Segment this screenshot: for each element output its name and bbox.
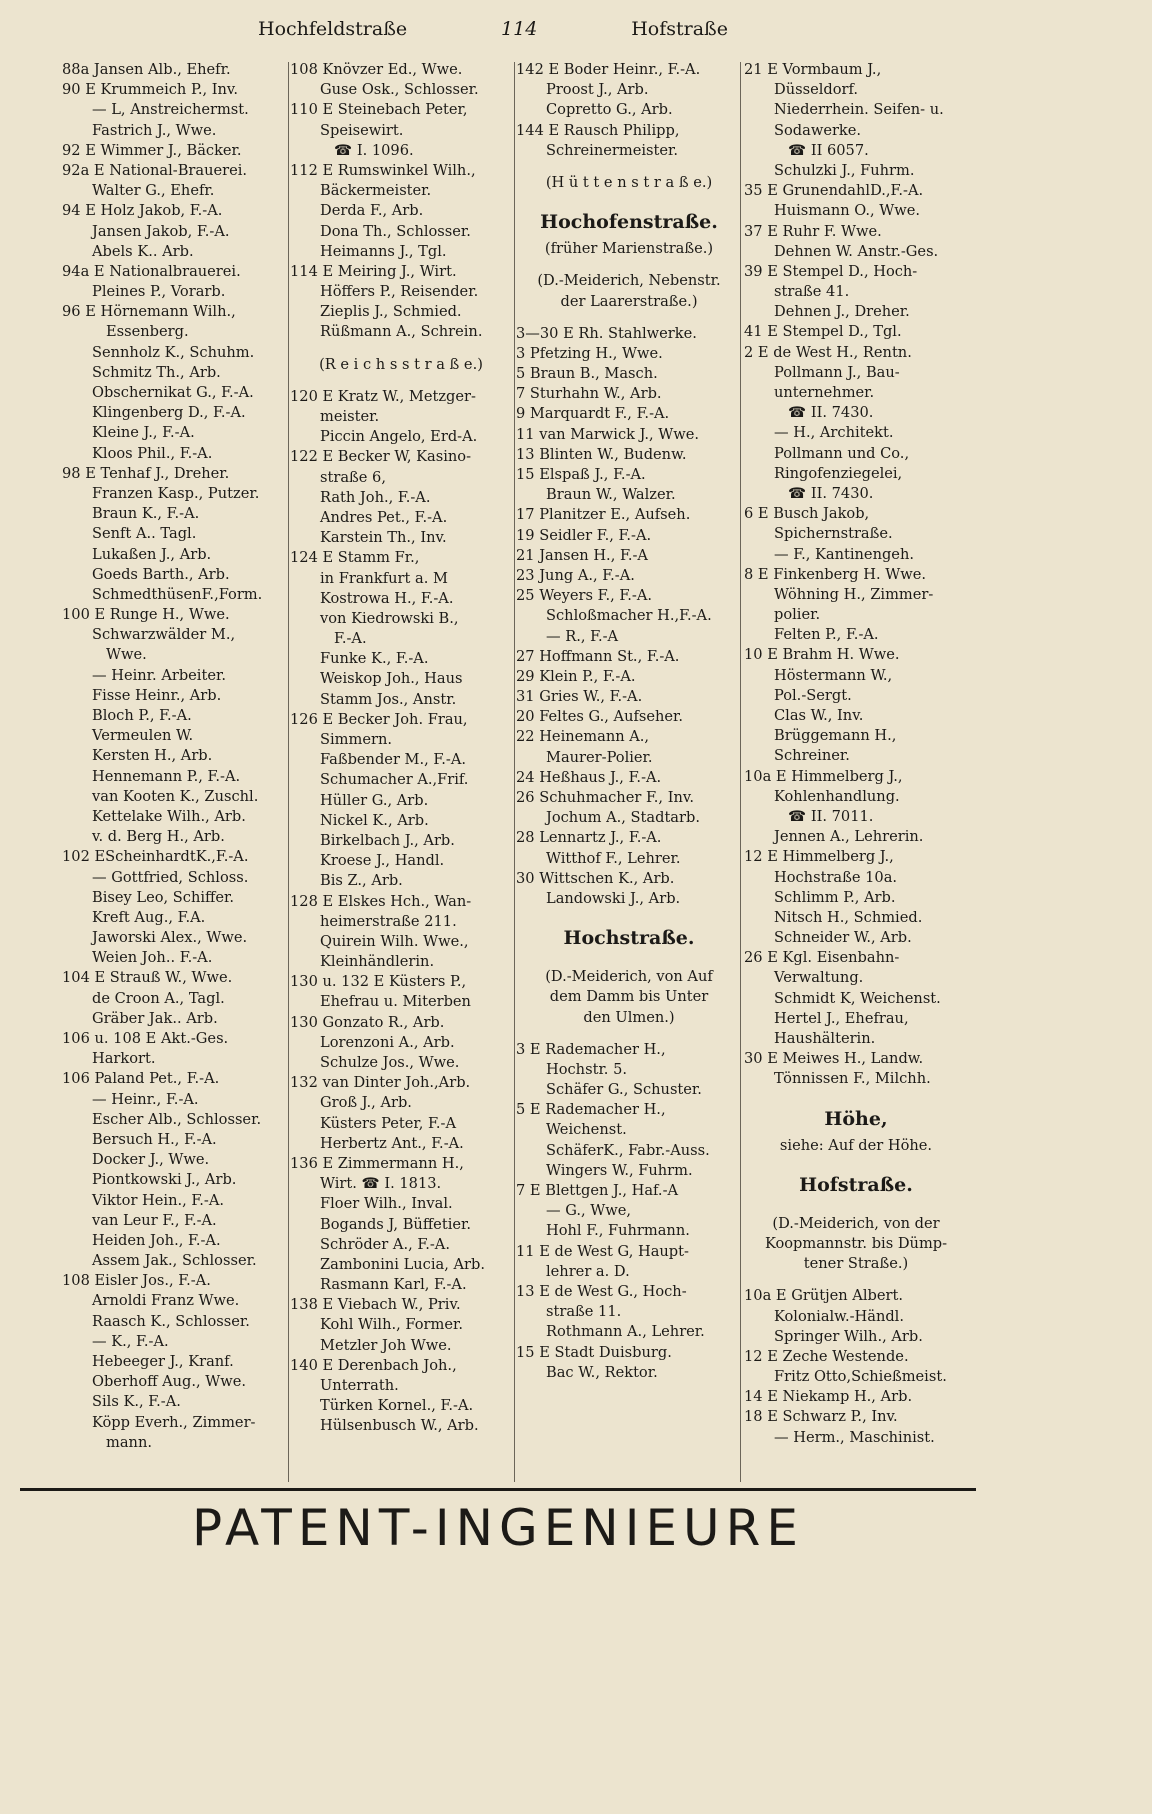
directory-entry: Sennholz K., Schuhm. [92, 343, 255, 361]
spacer [516, 312, 742, 324]
advert-banner-text: PATENT-INGENIEURE [192, 1499, 804, 1557]
directory-entry: ☎ II. 7011. [788, 807, 874, 825]
directory-entry: Kohlenhandlung. [774, 787, 900, 805]
directory-entry: unternehmer. [774, 384, 875, 401]
directory-entry: 30 Wittschen K., Arb. [516, 869, 675, 887]
directory-entry: Pol.-Sergt. [774, 686, 852, 704]
directory-entry: Hertel J., Ehefrau, [774, 1009, 909, 1027]
directory-entry: Schäfer G., Schuster. [546, 1081, 702, 1099]
directory-entry: 12 E Himmelberg J., [744, 848, 894, 866]
directory-entry: Walter G., Ehefr. [92, 182, 215, 200]
spacer [516, 955, 742, 967]
directory-entry: Jansen Jakob, F.-A. [92, 222, 230, 240]
directory-entry: 92 E Wimmer J., Bäcker. [62, 141, 242, 159]
street-heading: Hochofenstraße. [540, 211, 718, 234]
directory-entry: Tönnissen F., Milchh. [774, 1070, 931, 1088]
directory-entry: Franzen Kasp., Putzer. [92, 484, 260, 502]
street-note: (D.-Meiderich, von Auf [545, 968, 713, 986]
spacer [290, 375, 512, 387]
directory-entry: — Herm., Maschinist. [774, 1428, 935, 1446]
page-header [258, 18, 728, 48]
directory-entry: Groß J., Arb. [320, 1094, 412, 1112]
directory-entry: Docker J., Wwe. [92, 1151, 210, 1169]
directory-entry: Proost J., Arb. [546, 81, 649, 99]
directory-entry: straße 41. [774, 283, 850, 301]
directory-entry: Piontkowski J., Arb. [92, 1171, 237, 1189]
directory-entry: Kohl Wilh., Former. [320, 1316, 463, 1334]
directory-entry: Kleine J., F.-A. [92, 424, 195, 442]
directory-entry: 138 E Viebach W., Priv. [290, 1296, 461, 1314]
directory-entry: 140 E Derenbach Joh., [290, 1356, 457, 1374]
directory-entry: 19 Seidler F., F.-A. [516, 526, 652, 544]
directory-entry: 6 E Busch Jakob, [744, 505, 870, 523]
directory-entry: Hüller G., Arb. [320, 791, 429, 809]
directory-entry: Hohl F., Fuhrmann. [546, 1222, 690, 1240]
directory-entry: 136 E Zimmermann H., [290, 1154, 464, 1172]
directory-entry: heimerstraße 211. [320, 912, 457, 930]
street-heading: Hochstraße. [563, 927, 695, 950]
page-number: 114 [501, 18, 538, 40]
directory-entry: 41 E Stempel D., Tgl. [744, 323, 902, 341]
directory-entry: 25 Weyers F., F.-A. [516, 587, 653, 605]
directory-entry: 130 Gonzato R., Arb. [290, 1013, 445, 1031]
advert-banner [20, 1488, 976, 1561]
directory-entry: Sodawerke. [774, 121, 862, 139]
directory-entry: 104 E Strauß W., Wwe. [62, 969, 233, 987]
directory-entry: Speisewirt. [320, 121, 404, 139]
directory-entry: 7 Sturhahn W., Arb. [516, 385, 662, 403]
directory-entry: Fastrich J., Wwe. [92, 121, 217, 139]
directory-entry: Klingenberg D., F.-A. [92, 404, 246, 422]
directory-entry: 30 E Meiwes H., Landw. [744, 1050, 924, 1068]
directory-entry: 35 E GrunendahlD.,F.-A. [744, 182, 924, 200]
header-left-street: Hochfeldstraße [258, 18, 408, 40]
directory-entry: Bisey Leo, Schiffer. [92, 888, 235, 906]
directory-columns [62, 60, 968, 1480]
directory-entry: Bogands J, Büffetier. [320, 1215, 472, 1233]
directory-entry: 15 Elspaß J., F.-A. [516, 466, 646, 483]
directory-entry: 8 E Finkenberg H. Wwe. [744, 565, 926, 583]
directory-entry: Türken Kornel., F.-A. [320, 1397, 474, 1415]
directory-entry: 120 E Kratz W., Metzger- [290, 387, 476, 405]
directory-entry: Clas W., Inv. [774, 707, 864, 724]
directory-entry: 132 van Dinter Joh.,Arb. [290, 1074, 471, 1092]
street-note: Koopmannstr. bis Dümp- [764, 1234, 948, 1252]
directory-entry: Rath Joh., F.-A. [320, 488, 431, 506]
spacer [744, 1202, 968, 1214]
directory-entry: 14 E Niekamp H., Arb. [744, 1388, 913, 1406]
street-note: (D.-Meiderich, von der [772, 1214, 940, 1232]
directory-entry: straße 11. [546, 1303, 622, 1321]
directory-entry: 110 E Steinebach Peter, [290, 101, 468, 119]
directory-column-1 [62, 60, 284, 1480]
directory-entry: Dehnen W. Anstr.-Ges. [774, 242, 939, 260]
directory-entry: 17 Planitzer E., Aufseh. [516, 506, 691, 524]
directory-entry: — G., Wwe, [546, 1202, 632, 1220]
directory-entry: 96 E Hörnemann Wilh., [62, 303, 236, 321]
directory-entry: Kroese J., Handl. [320, 852, 445, 870]
directory-entry: Maurer-Polier. [546, 748, 653, 766]
street-note: siehe: Auf der Höhe. [779, 1136, 933, 1154]
directory-entry: 108 Knövzer Ed., Wwe. [290, 61, 463, 78]
directory-entry: 21 E Vormbaum J., [744, 61, 882, 78]
directory-entry: 7 E Blettgen J., Haf.-A [516, 1182, 679, 1199]
directory-entry: 108 Eisler Jos., F.-A. [62, 1272, 211, 1290]
directory-entry: Pollmann J., Bau- [774, 363, 900, 381]
directory-entry: Goeds Barth., Arb. [92, 565, 230, 583]
directory-entry: — Gottfried, Schloss. [92, 868, 249, 886]
directory-entry: Brüggemann H., [774, 727, 897, 745]
directory-entry: Nickel K., Arb. [320, 811, 429, 829]
directory-entry: 28 Lennartz J., F.-A. [516, 829, 662, 847]
directory-entry: Lukaßen J., Arb. [92, 545, 212, 563]
directory-entry: Jaworski Alex., Wwe. [92, 929, 248, 947]
directory-entry: 122 E Becker W, Kasino- [290, 448, 472, 466]
directory-entry: 144 E Rausch Philipp, [516, 121, 680, 139]
directory-entry: Verwaltung. [774, 969, 864, 987]
directory-entry: Ehefrau u. Miterben [320, 993, 471, 1011]
directory-entry: Bloch P., F.-A. [92, 707, 192, 724]
directory-entry: Hochstraße 10a. [774, 868, 898, 886]
directory-entry: Schröder A., F.-A. [320, 1235, 450, 1253]
directory-entry: meister. [320, 408, 380, 425]
directory-entry: — L, Anstreichermst. [92, 101, 249, 119]
directory-entry: — H., Architekt. [774, 424, 894, 442]
directory-entry: Pleines P., Vorarb. [92, 283, 226, 301]
directory-entry: Hebeeger J., Kranf. [92, 1353, 234, 1370]
directory-entry: Hülsenbusch W., Arb. [320, 1417, 479, 1435]
directory-entry: 126 E Becker Joh. Frau, [290, 710, 468, 728]
directory-entry: Senft A.. Tagl. [92, 525, 197, 543]
directory-entry: de Croon A., Tagl. [92, 989, 225, 1007]
directory-entry: Pollmann und Co., [774, 444, 910, 462]
spacer [290, 343, 512, 355]
directory-entry: Kersten H., Arb. [92, 747, 213, 765]
directory-entry: lehrer a. D. [546, 1262, 630, 1280]
directory-entry: 39 E Stempel D., Hoch- [744, 262, 918, 280]
directory-entry: 92a E National-Brauerei. [62, 161, 248, 179]
directory-entry: F.-A. [334, 630, 367, 648]
directory-entry: Oberhoff Aug., Wwe. [92, 1373, 247, 1391]
directory-entry: SchäferK., Fabr.-Auss. [546, 1141, 710, 1159]
directory-entry: 26 Schuhmacher F., Inv. [516, 789, 695, 806]
directory-entry: 2 E de West H., Rentn. [744, 343, 912, 361]
directory-entry: Kloos Phil., F.-A. [92, 444, 213, 462]
street-note: tener Straße.) [803, 1255, 909, 1273]
directory-entry: Piccin Angelo, Erd-A. [320, 428, 478, 446]
directory-entry: 106 u. 108 E Akt.-Ges. [62, 1030, 229, 1047]
directory-entry: Rasmann Karl, F.-A. [320, 1276, 467, 1294]
directory-entry: — Heinr., F.-A. [92, 1090, 199, 1108]
spacer [516, 1028, 742, 1040]
directory-entry: 94a E Nationalbrauerei. [62, 262, 241, 280]
directory-entry: Weien Joh.. F.-A. [92, 949, 213, 967]
directory-entry: 13 Blinten W., Budenw. [516, 445, 687, 463]
directory-entry: ☎ I. 1096. [334, 141, 414, 159]
directory-entry: 22 Heinemann A., [516, 728, 650, 746]
street-note: der Laarerstraße.) [560, 292, 698, 310]
directory-column-4 [744, 60, 968, 1480]
directory-entry: Haushälterin. [774, 1030, 876, 1047]
directory-entry: Niederrhein. Seifen- u. [774, 101, 944, 119]
directory-entry: Schlimm P., Arb. [774, 888, 896, 906]
directory-entry: v. d. Berg H., Arb. [92, 828, 225, 846]
directory-entry: Wingers W., Fuhrm. [546, 1161, 693, 1179]
directory-entry: Zambonini Lucia, Arb. [320, 1255, 485, 1273]
directory-entry: Heimanns J., Tgl. [320, 242, 447, 260]
directory-entry: Guse Osk., Schlosser. [320, 81, 479, 99]
street-note: (früher Marienstraße.) [544, 240, 714, 258]
directory-entry: 128 E Elskes Hch., Wan- [290, 892, 472, 910]
directory-entry: 37 E Ruhr F. Wwe. [744, 222, 882, 240]
directory-entry: Bäckermeister. [320, 182, 432, 200]
directory-entry: Witthof F., Lehrer. [546, 849, 681, 867]
directory-entry: Hennemann P., F.-A. [92, 767, 241, 785]
directory-entry: Ringofenziegelei, [774, 464, 903, 482]
directory-entry: van Kooten K., Zuschl. [92, 787, 259, 805]
directory-entry: Metzler Joh Wwe. [320, 1336, 452, 1354]
directory-entry: 106 Paland Pet., F.-A. [62, 1070, 220, 1088]
directory-entry: Fisse Heinr., Arb. [92, 686, 222, 704]
directory-entry: Nitsch H., Schmied. [774, 908, 923, 926]
directory-entry: — F., Kantinengeh. [774, 545, 914, 563]
directory-entry: Schwarzwälder M., [92, 626, 236, 644]
directory-entry: Faßbender M., F.-A. [320, 751, 467, 769]
directory-entry: Schmitz Th., Arb. [92, 363, 221, 381]
directory-entry: Wirt. ☎ I. 1813. [320, 1175, 442, 1193]
directory-entry: Floer Wilh., Inval. [320, 1195, 453, 1213]
directory-entry: Raasch K., Schlosser. [92, 1312, 250, 1330]
directory-entry: Huismann O., Wwe. [774, 202, 921, 220]
directory-entry: Braun K., F.-A. [92, 505, 200, 523]
directory-entry: Essenberg. [106, 323, 189, 341]
directory-entry: Höffers P., Reisender. [320, 283, 479, 301]
directory-entry: Bersuch H., F.-A. [92, 1130, 217, 1148]
directory-entry: Weiskop Joh., Haus [320, 670, 463, 688]
directory-entry: 10a E Himmelberg J., [744, 767, 903, 785]
directory-entry: 3 Pfetzing H., Wwe. [516, 344, 663, 362]
directory-entry: Heiden Joh., F.-A. [92, 1231, 221, 1249]
directory-entry: Schulze Jos., Wwe. [320, 1054, 460, 1071]
directory-entry: van Leur F., F.-A. [92, 1211, 217, 1229]
directory-entry: Arnoldi Franz Wwe. [92, 1292, 240, 1310]
directory-entry: 3—30 E Rh. Stahlwerke. [516, 324, 697, 342]
directory-entry: Schneider W., Arb. [774, 929, 912, 947]
directory-entry: straße 6, [320, 468, 386, 486]
directory-entry: 23 Jung A., F.-A. [516, 566, 635, 584]
directory-entry: 24 Heßhaus J., F.-A. [516, 768, 662, 786]
spacer [516, 193, 742, 205]
directory-entry: ☎ II 6057. [788, 141, 869, 159]
directory-entry: Quirein Wilh. Wwe., [320, 932, 469, 950]
directory-entry: Kleinhändlerin. [320, 953, 435, 971]
street-note: (D.-Meiderich, Nebenstr. [537, 272, 721, 290]
directory-entry: Bac W., Rektor. [546, 1363, 658, 1381]
directory-entry: Wwe. [106, 646, 147, 664]
directory-entry: 15 E Stadt Duisburg. [516, 1343, 672, 1361]
directory-entry: — R., F.-A [546, 627, 619, 645]
directory-entry: 29 Klein P., F.-A. [516, 667, 636, 685]
directory-entry: Springer Wilh., Arb. [774, 1327, 923, 1345]
spacer [516, 909, 742, 921]
directory-entry: 5 E Rademacher H., [516, 1101, 666, 1119]
directory-entry: — Heinr. Arbeiter. [92, 666, 226, 684]
directory-entry: 31 Gries W., F.-A. [516, 688, 643, 706]
directory-entry: Harkort. [92, 1050, 156, 1068]
directory-entry: Sils K., F.-A. [92, 1393, 181, 1411]
directory-entry: von Kiedrowski B., [320, 609, 459, 627]
directory-entry: 18 E Schwarz P., Inv. [744, 1408, 898, 1426]
directory-entry: 124 E Stamm Fr., [290, 549, 420, 567]
directory-entry: Schreiner. [774, 747, 850, 765]
directory-entry: 5 Braun B., Masch. [516, 365, 658, 383]
directory-entry: 90 E Krummeich P., Inv. [62, 81, 239, 99]
directory-entry: Hochstr. 5. [546, 1060, 628, 1078]
directory-entry: — K., F.-A. [92, 1332, 169, 1350]
directory-entry: Simmern. [320, 731, 392, 748]
directory-entry: 100 E Runge H., Wwe. [62, 606, 230, 624]
directory-entry: Braun W., Walzer. [546, 486, 676, 504]
directory-entry: Stamm Jos., Anstr. [320, 690, 457, 708]
directory-entry: Schreinermeister. [546, 141, 679, 159]
directory-entry: Köpp Everh., Zimmer- [92, 1413, 256, 1431]
directory-entry: Karstein Th., Inv. [320, 529, 447, 547]
directory-entry: Zieplis J., Schmied. [320, 303, 462, 321]
directory-entry: Schmidt K, Weichenst. [774, 989, 941, 1007]
directory-entry: SchmedthüsenF.,Form. [92, 585, 263, 603]
directory-column-3 [516, 60, 742, 1480]
directory-entry: 142 E Boder Heinr., F.-A. [516, 61, 701, 78]
directory-entry: 20 Feltes G., Aufseher. [516, 708, 684, 726]
directory-entry: 9 Marquardt F., F.-A. [516, 405, 670, 423]
directory-entry: 130 u. 132 E Küsters P., [290, 973, 467, 991]
directory-entry: ☎ II. 7430. [788, 404, 874, 422]
directory-entry: Wöhning H., Zimmer- [774, 585, 934, 603]
directory-entry: Rüßmann A., Schrein. [320, 323, 483, 341]
spacer [516, 259, 742, 271]
directory-entry: Herbertz Ant., F.-A. [320, 1134, 464, 1152]
directory-entry: 11 van Marwick J., Wwe. [516, 425, 700, 443]
directory-entry: polier. [774, 606, 821, 624]
directory-entry: Lorenzoni A., Arb. [320, 1033, 455, 1051]
directory-entry: Schumacher A.,Frif. [320, 771, 469, 789]
directory-entry: 11 E de West G, Haupt- [516, 1242, 689, 1260]
spacer [516, 161, 742, 173]
directory-entry: Assem Jak., Schlosser. [92, 1252, 257, 1270]
directory-entry: Fritz Otto,Schießmeist. [774, 1368, 947, 1386]
spacer [744, 1274, 968, 1286]
directory-entry: 10a E Grütjen Albert. [744, 1287, 903, 1305]
directory-entry: Obschernikat G., F.-A. [92, 384, 254, 401]
directory-entry: in Frankfurt a. M [320, 569, 448, 587]
directory-entry: Höstermann W., [774, 666, 893, 684]
directory-entry: Birkelbach J., Arb. [320, 831, 455, 849]
directory-entry: Copretto G., Arb. [546, 101, 673, 119]
directory-entry: 102 EScheinhardtK.,F.-A. [62, 848, 249, 866]
directory-entry: 10 E Brahm H. Wwe. [744, 646, 900, 664]
directory-entry: 27 Hoffmann St., F.-A. [516, 647, 680, 665]
street-heading: Höhe, [824, 1107, 888, 1130]
directory-entry: Landowski J., Arb. [546, 889, 681, 907]
directory-entry: Rothmann A., Lehrer. [546, 1323, 705, 1341]
directory-entry: 98 E Tenhaf J., Dreher. [62, 464, 230, 482]
directory-entry: Vermeulen W. [92, 727, 194, 745]
street-note: (R e i c h s s t r a ß e.) [319, 355, 483, 373]
directory-entry: 114 E Meiring J., Wirt. [290, 262, 457, 280]
directory-entry: 21 Jansen H., F.-A [516, 546, 648, 564]
directory-entry: 26 E Kgl. Eisenbahn- [744, 949, 900, 967]
spacer [744, 1156, 968, 1168]
directory-entry: Escher Alb., Schlosser. [92, 1110, 262, 1128]
directory-entry: ☎ II. 7430. [788, 484, 874, 502]
directory-entry: Küsters Peter, F.-A [320, 1114, 456, 1132]
directory-entry: Dehnen J., Dreher. [774, 303, 910, 321]
directory-entry: Weichenst. [546, 1121, 627, 1139]
directory-entry: Schloßmacher H.,F.-A. [546, 607, 712, 625]
directory-entry: Abels K.. Arb. [92, 242, 194, 260]
directory-entry: mann. [106, 1433, 152, 1451]
directory-entry: Felten P., F.-A. [774, 626, 879, 644]
directory-entry: Dona Th., Schlosser. [320, 222, 471, 240]
directory-entry: Derda F., Arb. [320, 202, 424, 220]
directory-entry: Düsseldorf. [774, 81, 859, 99]
directory-entry: Funke K., F.-A. [320, 650, 429, 668]
directory-entry: 94 E Holz Jakob, F.-A. [62, 202, 223, 220]
street-note: den Ulmen.) [583, 1008, 675, 1026]
directory-entry: Kettelake Wilh., Arb. [92, 807, 246, 825]
directory-entry: Gräber Jak.. Arb. [92, 1009, 218, 1027]
street-note: (H ü t t e n s t r a ß e.) [545, 173, 713, 191]
directory-entry: Kostrowa H., F.-A. [320, 589, 454, 607]
directory-entry: Bis Z., Arb. [320, 872, 403, 890]
directory-entry: 12 E Zeche Westende. [744, 1347, 909, 1365]
directory-entry: Unterrath. [320, 1377, 399, 1394]
street-heading: Hofstraße. [799, 1173, 913, 1196]
directory-entry: Kreft Aug., F.A. [92, 908, 206, 926]
directory-entry: 13 E de West G., Hoch- [516, 1282, 687, 1300]
directory-entry: 112 E Rumswinkel Wilh., [290, 161, 476, 179]
directory-entry: Viktor Hein., F.-A. [92, 1191, 225, 1209]
directory-column-2 [290, 60, 512, 1480]
spacer [744, 1090, 968, 1102]
directory-entry: Jochum A., Stadtarb. [546, 809, 700, 827]
street-note: dem Damm bis Unter [549, 988, 709, 1006]
directory-entry: 3 E Rademacher H., [516, 1040, 666, 1058]
directory-entry: Spichernstraße. [774, 525, 893, 543]
header-right-street: Hofstraße [631, 18, 728, 40]
directory-entry: 88a Jansen Alb., Ehefr. [62, 61, 231, 78]
directory-entry: Kolonialw.-Händl. [774, 1307, 904, 1325]
directory-entry: Schulzki J., Fuhrm. [774, 161, 915, 179]
directory-entry: Andres Pet., F.-A. [320, 508, 448, 526]
directory-entry: Jennen A., Lehrerin. [774, 828, 924, 846]
